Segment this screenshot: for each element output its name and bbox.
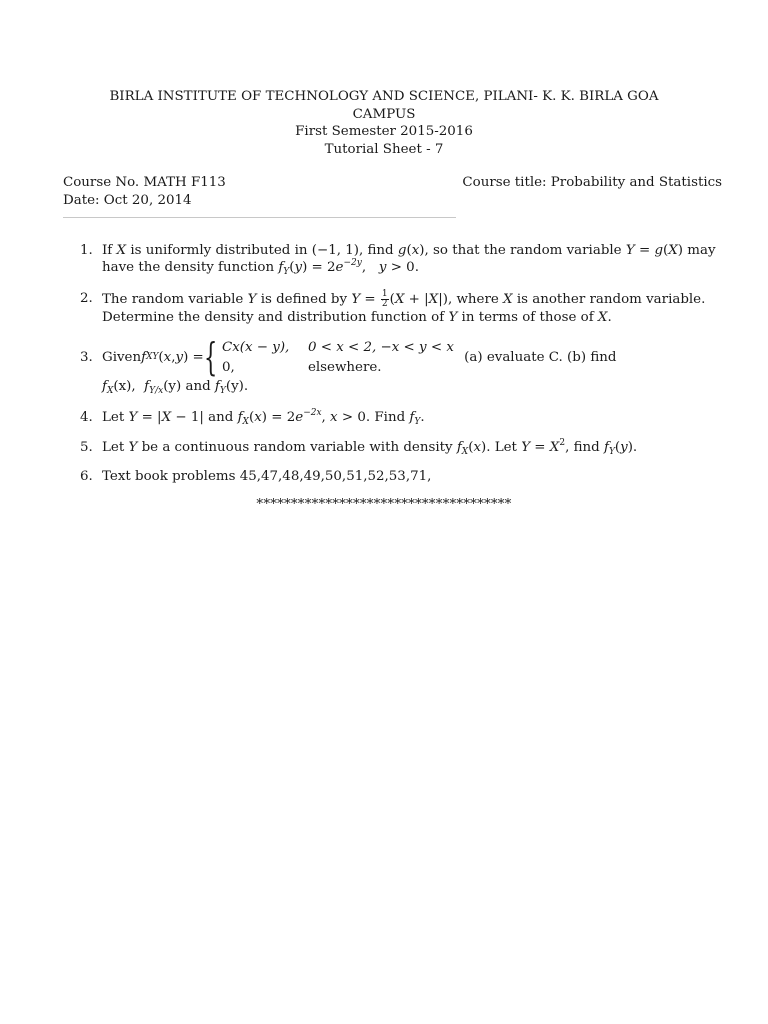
sheet-date: Date: Oct 20, 2014 — [63, 193, 192, 208]
problem-number: 2. — [80, 291, 93, 306]
campus-name: CAMPUS — [352, 106, 416, 122]
problem-number: 4. — [80, 410, 93, 425]
course-number: Course No. MATH F113 — [63, 175, 226, 190]
problem-5 — [80, 439, 725, 456]
piecewise-cases — [222, 337, 454, 377]
end-of-sheet-stars: ************************************* — [256, 497, 512, 512]
header-divider — [63, 217, 456, 218]
problem-number: 3. — [80, 350, 93, 365]
problem-1-line-2: have the density function $f_Y(y) = 2e^{-2y}$, y > 0. — [102, 258, 419, 277]
problem-4-line-1: Let Y = |X − 1| and $f_X(x) = 2e^{-2x}$, x > 0. Find $f_Y$. — [102, 408, 425, 427]
problem-3-tail: (a) evaluate C. (b) find — [459, 349, 617, 365]
problem-4 — [80, 409, 725, 426]
problem-5-line-1: Let Y be a continuous random variable with density $f_X(x)$. Let $Y = X^2$, find $f_Y(y)$. — [102, 438, 638, 457]
sheet-title: Tutorial Sheet - 7 — [324, 141, 444, 157]
course-meta-left — [63, 174, 226, 210]
problem-1 — [80, 242, 725, 276]
course-title: Course title: Probability and Statistics — [462, 175, 722, 190]
problem-6-text: Text book problems 45,47,48,49,50,51,52,53,71, — [102, 469, 432, 484]
problem-3 — [80, 336, 725, 395]
institute-name: BIRLA INSTITUTE OF TECHNOLOGY AND SCIENCE, PILANI- K. K. BIRLA GOA — [109, 89, 659, 104]
case-row-1: Cx(x − y), 0 < x < 2, −x < y < x — [221, 339, 454, 355]
problem-2-line-1: The random variable Y is defined by Y = $\frac{1}{2}$ (X + |X|), where X is another random variable. — [102, 289, 706, 309]
semester-line: First Semester 2015-2016 — [295, 124, 473, 139]
one-half-fraction: $\frac{1}{2}$ — [381, 289, 388, 309]
document-header — [60, 88, 708, 158]
problem-1-line-1: If X is uniformly distributed in (−1, 1), find g(x), so that the random variable Y = g(X) may — [102, 243, 716, 258]
problem-number: 6. — [80, 469, 93, 484]
problem-3-line-2: $f_X(x)$, $f_{Y/x}(y)$ and $f_Y(y)$. — [102, 379, 249, 396]
problem-3-line-1: Given f XY ( x , y ) = { Cx(x − y), 0 < x < 2, −x < y < x 0, elsewhere. (a) evaluate C. (b) find — [102, 335, 617, 379]
case-row-2: 0, elsewhere. — [221, 359, 382, 375]
piecewise-brace: { — [203, 335, 218, 379]
problem-2 — [80, 290, 725, 326]
problem-number: 5. — [80, 440, 93, 455]
problem-6 — [80, 468, 725, 485]
problem-number: 1. — [80, 243, 93, 258]
problem-2-line-2: Determine the density and distribution function of Y in terms of those of X. — [102, 310, 612, 325]
